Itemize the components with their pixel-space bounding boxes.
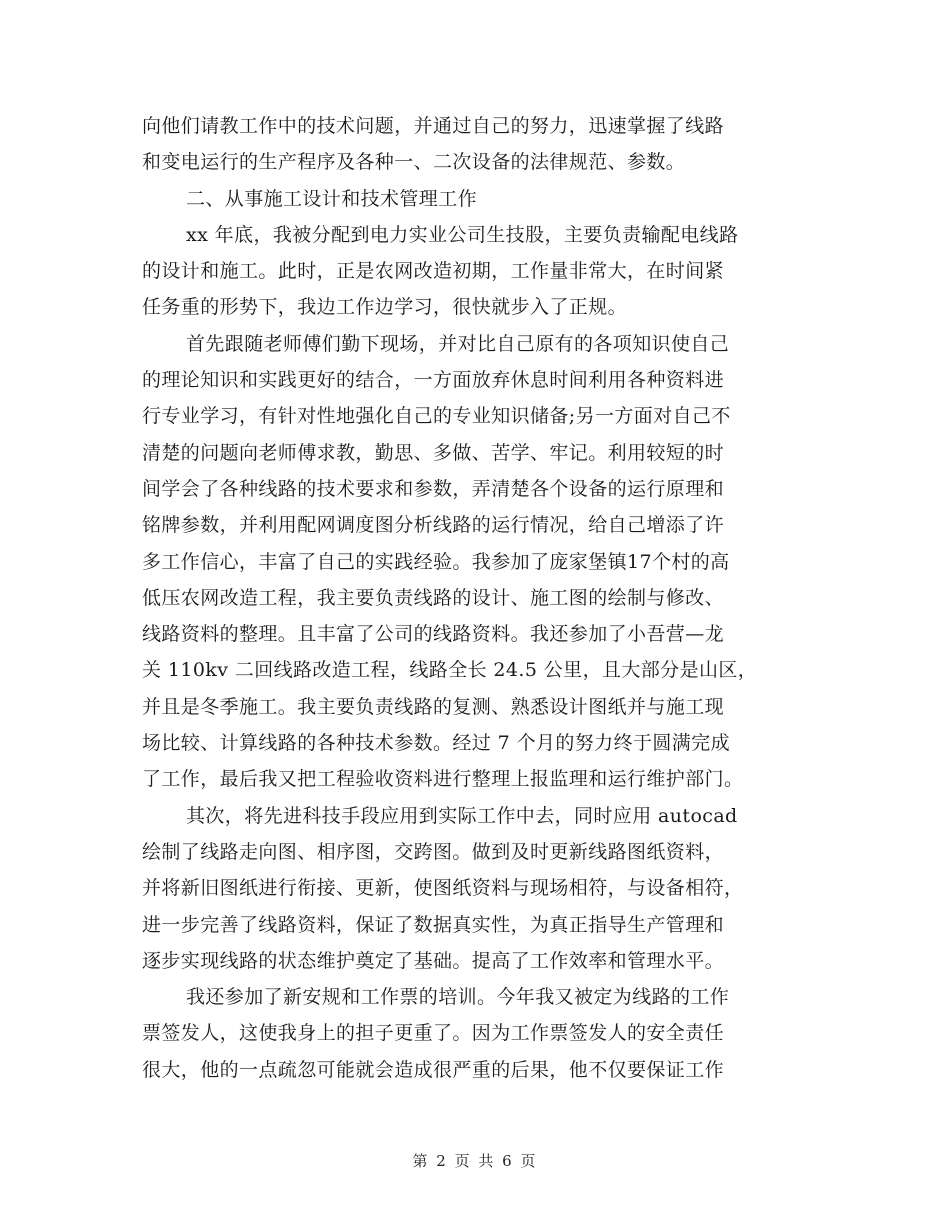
- text-line: 的理论知识和实践更好的结合，一方面放弃休息时间利用各种资料进: [142, 369, 725, 392]
- text-line: 线路资料的整理。且丰富了公司的线路资料。我还参加了小吾营—龙: [142, 623, 725, 646]
- text-line: 的设计和施工。此时，正是农网改造初期，工作量非常大，在时间紧: [142, 260, 725, 283]
- text-line: 其次，将先进科技手段应用到实际工作中去，同时应用 autocad: [186, 804, 738, 827]
- text-line: xx 年底，我被分配到电力实业公司生技股，主要负责输配电线路: [186, 223, 739, 246]
- text-line: 了工作，最后我又把工程验收资料进行整理上报监理和运行维护部门。: [142, 768, 744, 791]
- text-line: 首先跟随老师傅们勤下现场，并对比自己原有的各项知识使自己: [186, 332, 730, 355]
- text-line: 场比较、计算线路的各种技术参数。经过 7 个月的努力终于圆满完成: [142, 732, 730, 755]
- text-line: 清楚的问题向老师傅求教，勤思、多做、苦学、牢记。利用较短的时: [142, 441, 725, 464]
- text-line: 行专业学习，有针对性地强化自己的专业知识储备;另一方面对自己不: [142, 405, 731, 428]
- text-line: 多工作信心，丰富了自己的实践经验。我参加了庞家堡镇17个村的高: [142, 550, 730, 573]
- document-body: [142, 108, 810, 1088]
- page-footer: 第 2 页 共 6 页: [412, 1152, 538, 1170]
- text-line: 任务重的形势下，我边工作边学习，很快就步入了正规。: [142, 296, 628, 319]
- text-line: 向他们请教工作中的技术问题，并通过自己的努力，迅速掌握了线路: [142, 115, 725, 137]
- text-line: 票签发人，这使我身上的担子更重了。因为工作票签发人的安全责任: [142, 1022, 725, 1045]
- text-line: 和变电运行的生产程序及各种一、二次设备的法律规范、参数。: [142, 151, 686, 174]
- text-line: 并且是冬季施工。我主要负责线路的复测、熟悉设计图纸并与施工现: [142, 695, 725, 718]
- text-line: 很大，他的一点疏忽可能就会造成很严重的后果，他不仅要保证工作: [142, 1058, 725, 1081]
- text-line: 铭牌参数，并利用配网调度图分析线路的运行情况，给自己增添了许: [142, 514, 725, 537]
- text-line: 绘制了线路走向图、相序图，交跨图。做到及时更新线路图纸资料，: [142, 840, 725, 863]
- text-line: 逐步实现线路的状态维护奠定了基础。提高了工作效率和管理水平。: [142, 949, 725, 972]
- text-line: 二、从事施工设计和技术管理工作: [186, 187, 478, 210]
- text-line: 间学会了各种线路的技术要求和参数，弄清楚各个设备的运行原理和: [142, 477, 725, 500]
- text-line: 进一步完善了线路资料，保证了数据真实性，为真正指导生产管理和: [142, 913, 725, 936]
- text-line: 低压农网改造工程，我主要负责线路的设计、施工图的绘制与修改、: [142, 586, 725, 609]
- text-line: 我还参加了新安规和工作票的培训。今年我又被定为线路的工作: [186, 986, 730, 1009]
- text-line: 并将新旧图纸进行衔接、更新，使图纸资料与现场相符，与设备相符，: [142, 877, 744, 900]
- text-line: 关 110kv 二回线路改造工程，线路全长 24.5 公里，且大部分是山区，: [142, 659, 758, 682]
